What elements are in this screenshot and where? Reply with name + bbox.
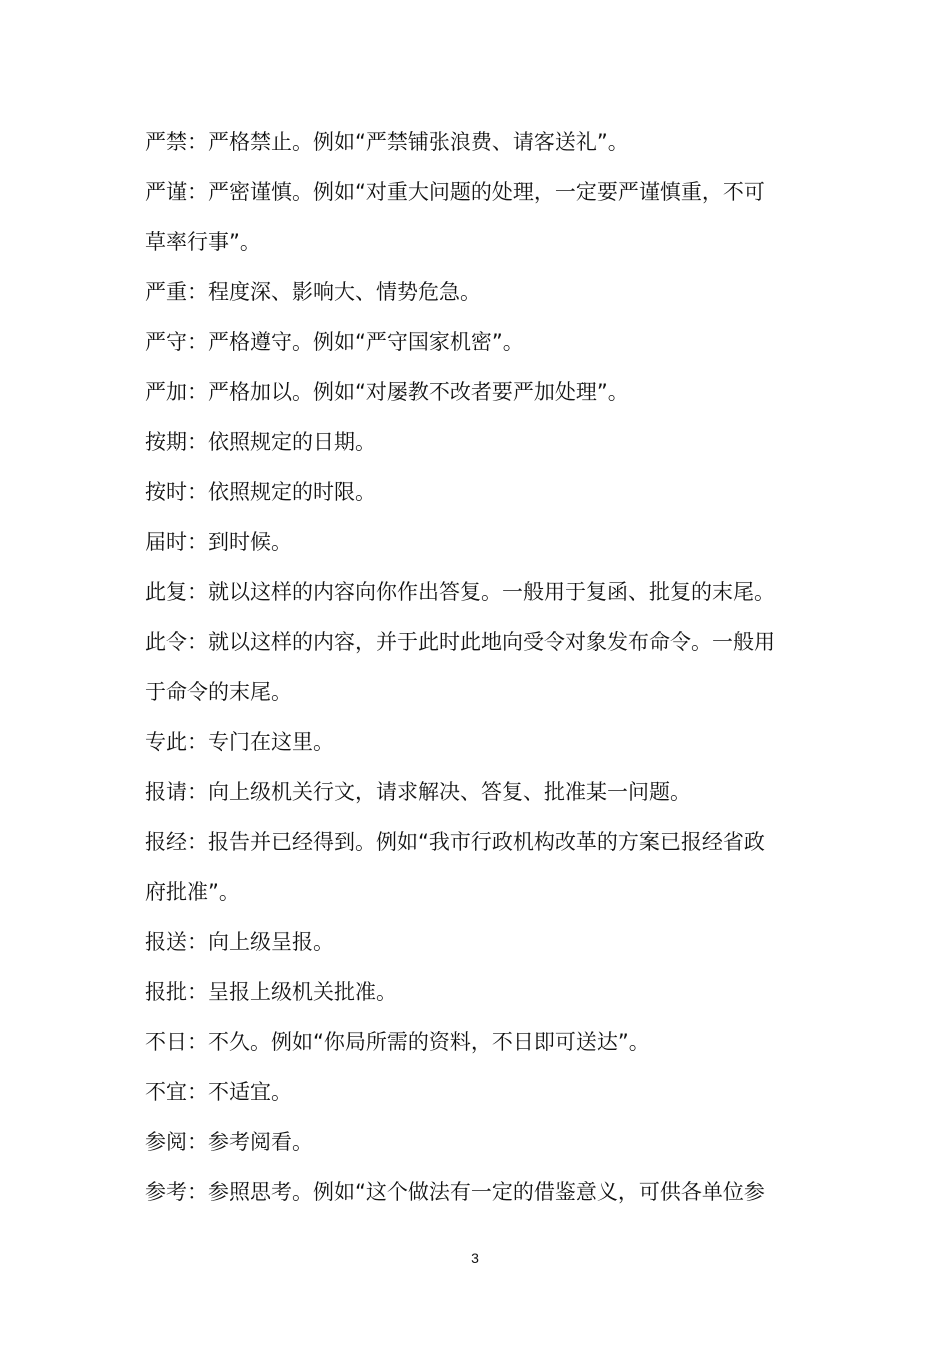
text-line: 此令：就以这样的内容，并于此时此地向受令对象发布命令。一般用 [145,630,775,654]
text-line: 参考：参照思考。例如“这个做法有一定的借鉴意义，可供各单位参 [145,1180,765,1204]
text-line: 报批：呈报上级机关批准。 [145,980,397,1004]
text-line: 严谨：严密谨慎。例如“对重大问题的处理，一定要严谨慎重，不可 [145,180,765,204]
text-line: 参阅：参考阅看。 [145,1130,313,1154]
text-line: 按时：依照规定的时限。 [145,480,376,504]
text-line: 草率行事”。 [145,230,261,254]
text-line: 报经：报告并已经得到。例如“我市行政机构改革的方案已报经省政 [145,830,765,854]
text-line: 严重：程度深、影响大、情势危急。 [145,280,481,304]
page-number: 3 [471,1250,479,1266]
page-body [145,117,805,1217]
text-line: 报送：向上级呈报。 [145,930,334,954]
text-line: 此复：就以这样的内容向你作出答复。一般用于复函、批复的末尾。 [145,580,775,604]
text-line: 专此：专门在这里。 [145,730,334,754]
text-line: 不宜：不适宜。 [145,1080,292,1104]
text-line: 府批准”。 [145,880,240,904]
text-line: 严守：严格遵守。例如“严守国家机密”。 [145,330,524,354]
text-line: 按期：依照规定的日期。 [145,430,376,454]
text-line: 届时：到时候。 [145,530,292,554]
text-line: 不日：不久。例如“你局所需的资料，不日即可送达”。 [145,1030,650,1054]
text-line: 于命令的末尾。 [145,680,292,704]
text-line: 报请：向上级机关行文，请求解决、答复、批准某一问题。 [145,780,691,804]
text-line: 严禁：严格禁止。例如“严禁铺张浪费、请客送礼”。 [145,130,629,154]
text-line: 严加：严格加以。例如“对屡教不改者要严加处理”。 [145,380,629,404]
